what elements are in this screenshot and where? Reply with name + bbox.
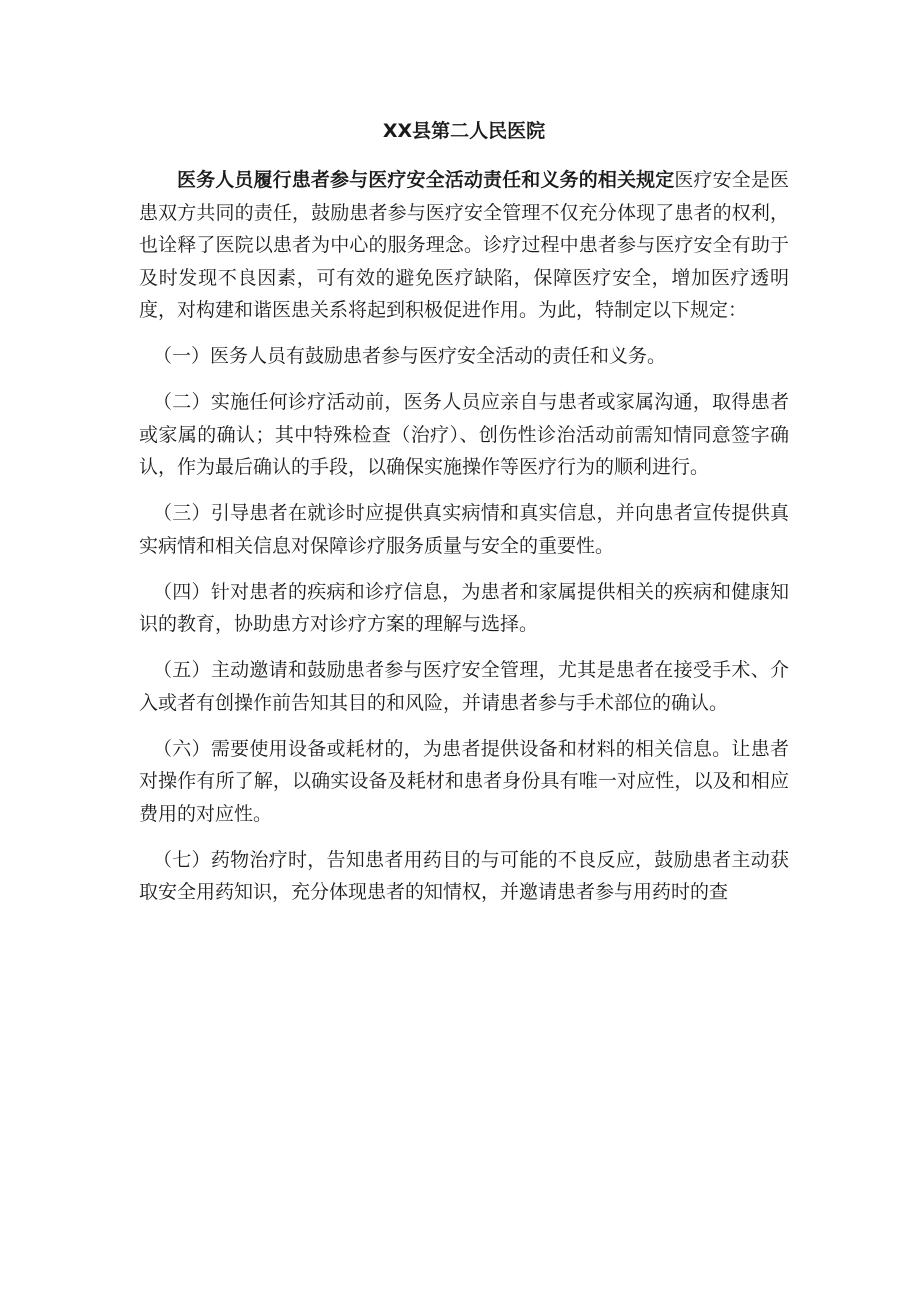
rule-item-6: （六）需要使用设备或耗材的，为患者提供设备和材料的相关信息。让患者对操作有所了解，以确实设备及耗材和患者身份具有唯一对应性，以及和相应费用的对应性。 (139, 737, 789, 825)
rule-item-4: （四）针对患者的疾病和诊疗信息，为患者和家属提供相关的疾病和健康知识的教育，协助患方对诊疗方案的理解与选择。 (139, 580, 789, 635)
rule-item-1: （一）医务人员有鼓励患者参与医疗安全活动的责任和义务。 (153, 345, 667, 367)
rule-item-7: （七）药物治疗时，告知患者用药目的与可能的不良反应，鼓励患者主动获取安全用药知识，充分体现患者的知情权，并邀请患者参与用药时的查 (139, 848, 789, 903)
rule-item-3: （三）引导患者在就诊时应提供真实病情和真实信息，并向患者宣传提供真实病情和相关信息对保障诊疗服务质量与安全的重要性。 (139, 502, 789, 557)
regulation-heading: 医务人员履行患者参与医疗安全活动责任和义务的相关规定 (177, 169, 675, 191)
intro-text: 医疗安全是医患双方共同的责任，鼓励患者参与医疗安全管理不仅充分体现了患者的权利，也诠释了医院以患者为中心的服务理念。诊疗过程中患者参与医疗安全有助于及时发现不良因素，可有效的避免医疗缺陷，保障医疗安全，增加医疗透明度，对构建和谐医患关系将起到积极促进作用。为此，特制定以下规定： (139, 169, 789, 321)
rule-item-2: （二）实施任何诊疗活动前，医务人员应亲自与患者或家属沟通，取得患者或家属的确认；其中特殊检查（治疗）、创伤性诊治活动前需知情同意签字确认，作为最后确认的手段，以确保实施操作等医疗行为的顺利进行。 (139, 391, 789, 478)
intro-paragraph (139, 164, 789, 327)
document-body (139, 164, 789, 922)
rule-item-5: （五）主动邀请和鼓励患者参与医疗安全管理，尤其是患者在接受手术、介入或者有创操作前告知其目的和风险，并请患者参与手术部位的确认。 (139, 659, 789, 714)
document-title: XX县第二人民医院 (382, 120, 546, 142)
